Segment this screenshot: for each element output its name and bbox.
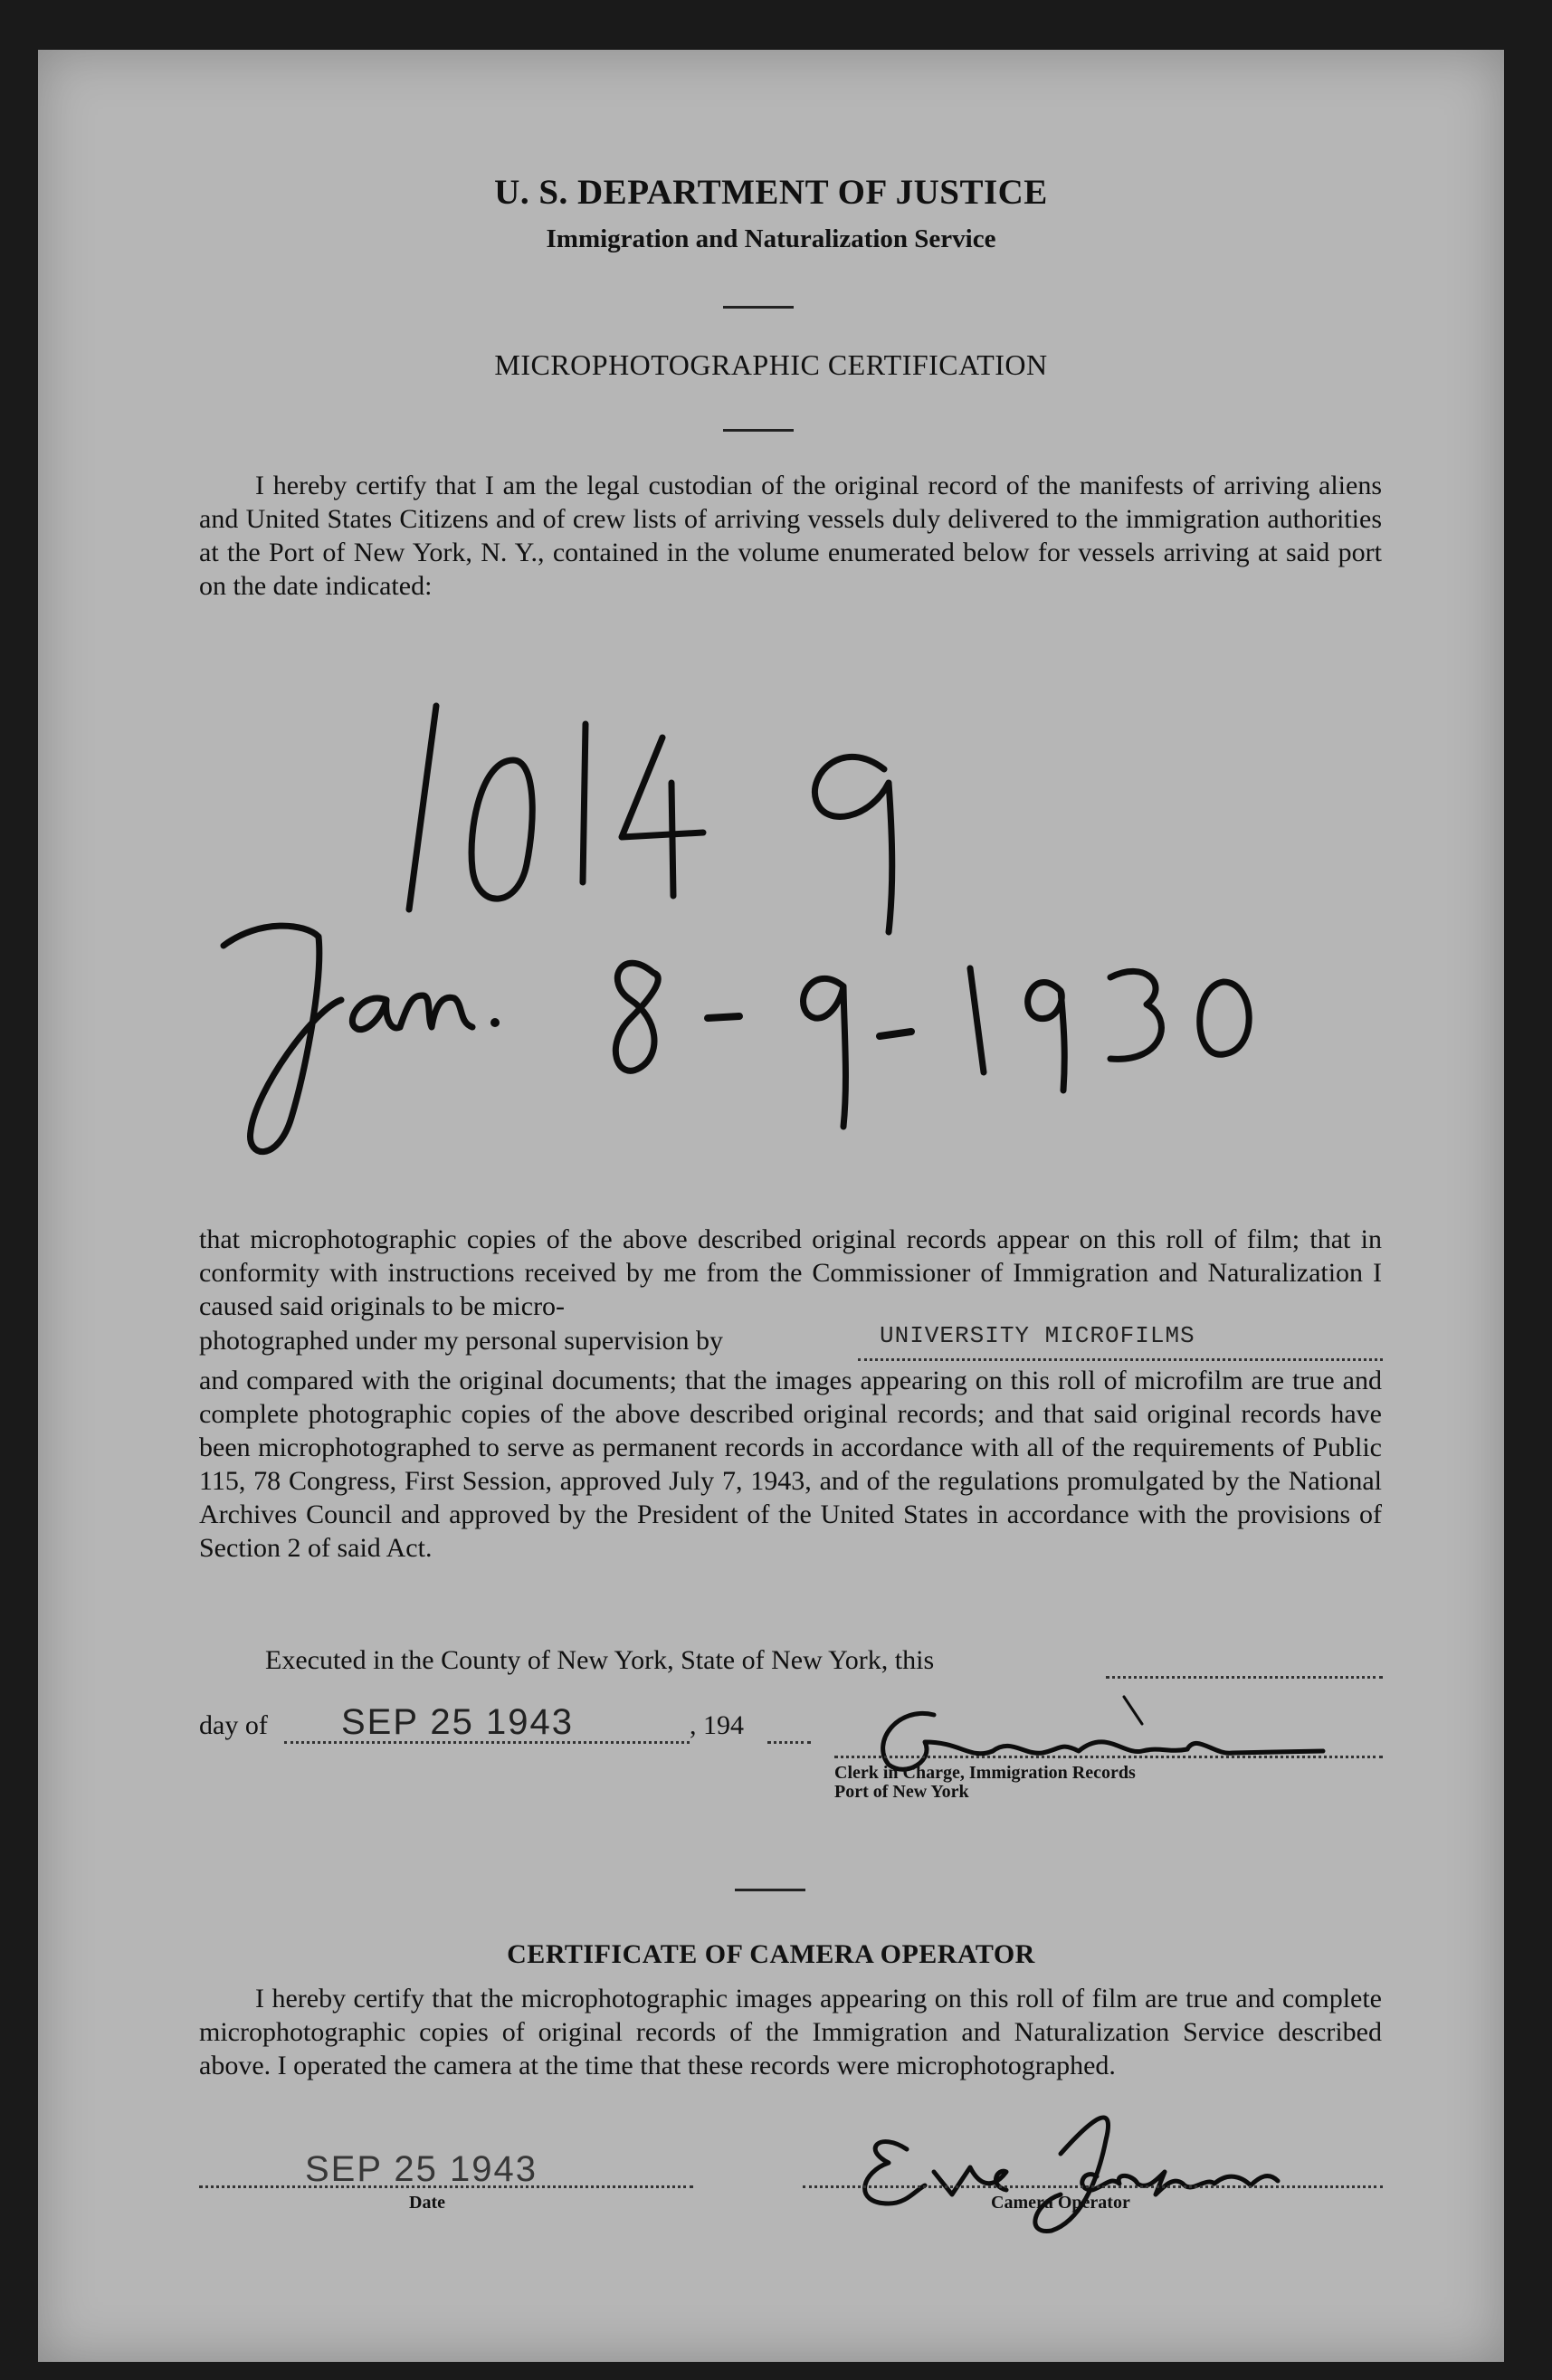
year-prefix: , 194 bbox=[690, 1710, 744, 1740]
clerk-signature-dotted-line bbox=[834, 1756, 1383, 1758]
clerk-title: Clerk in Charge, Immigration Records bbox=[834, 1763, 1136, 1783]
executed-dotted-line bbox=[1106, 1676, 1383, 1679]
camera-operator-text: I hereby certify that the microphotographic images appearing on this roll of film are true and complete microphotographic copies of original records of the Immigration and Naturalization Service described above. I operated the camera at the time that these records were microphotographed. bbox=[199, 1984, 1382, 2080]
operator-signature-dotted-line bbox=[803, 2185, 1383, 2188]
document-sheet bbox=[38, 50, 1504, 2362]
divider bbox=[723, 429, 794, 432]
operator-signature bbox=[825, 2086, 1332, 2240]
handwritten-volume-number bbox=[382, 683, 961, 937]
supervision-line-label: photographed under my personal supervision by bbox=[199, 1326, 724, 1356]
service-subheading: Immigration and Naturalization Service bbox=[546, 224, 996, 253]
certification-title: MICROPHOTOGRAPHIC CERTIFICATION bbox=[494, 348, 1048, 381]
divider bbox=[735, 1889, 805, 1891]
camera-operator-label: Camera Operator bbox=[991, 2193, 1130, 2213]
day-of-label: day of bbox=[199, 1710, 268, 1740]
typed-company-name: UNIVERSITY MICROFILMS bbox=[880, 1322, 1195, 1349]
clerk-location: Port of New York bbox=[834, 1782, 969, 1802]
divider bbox=[723, 306, 794, 309]
handwritten-date bbox=[205, 909, 1382, 1181]
stamped-date: SEP 25 1943 bbox=[341, 1702, 575, 1742]
camera-operator-title: CERTIFICATE OF CAMERA OPERATOR bbox=[507, 1939, 1035, 1969]
certification-body-part2: and compared with the original documents; that the images appearing on this roll of microfilm are true and complete photographic copies of the above described original records; and that said original records have been microphotographed to serve as permanent records in accordance with all of the requirements of Public 115, 78 Congress, First Session, approved July 7, 1943, and of the regulations promulgated by the National Archives Council and approved by the President of the United States in accordance with the provisions of Section 2 of said Act. bbox=[199, 1366, 1382, 1563]
department-heading: U. S. DEPARTMENT OF JUSTICE bbox=[494, 173, 1048, 212]
certification-intro: I hereby certify that I am the legal custodian of the original record of the manifests of arriving aliens and United States Citizens and of crew lists of arriving vessels duly delivered to the immigration authorities at the Port of New York, N. Y., contained in the volume enumerated below for vessels arriving at said port on the date indicated: bbox=[199, 471, 1382, 601]
operator-stamped-date: SEP 25 1943 bbox=[305, 2149, 538, 2189]
year-dotted-line bbox=[767, 1741, 811, 1744]
supervision-dotted-line bbox=[858, 1358, 1383, 1361]
date-label: Date bbox=[409, 2193, 445, 2213]
executed-line: Executed in the County of New York, State of New York, this bbox=[265, 1645, 935, 1675]
certification-body-part1: that microphotographic copies of the above described original records appear on this roll of film; that in conformity with instructions received by me from the Commissioner of Immigration and Naturalization I caused said originals to be micro- bbox=[199, 1224, 1382, 1321]
